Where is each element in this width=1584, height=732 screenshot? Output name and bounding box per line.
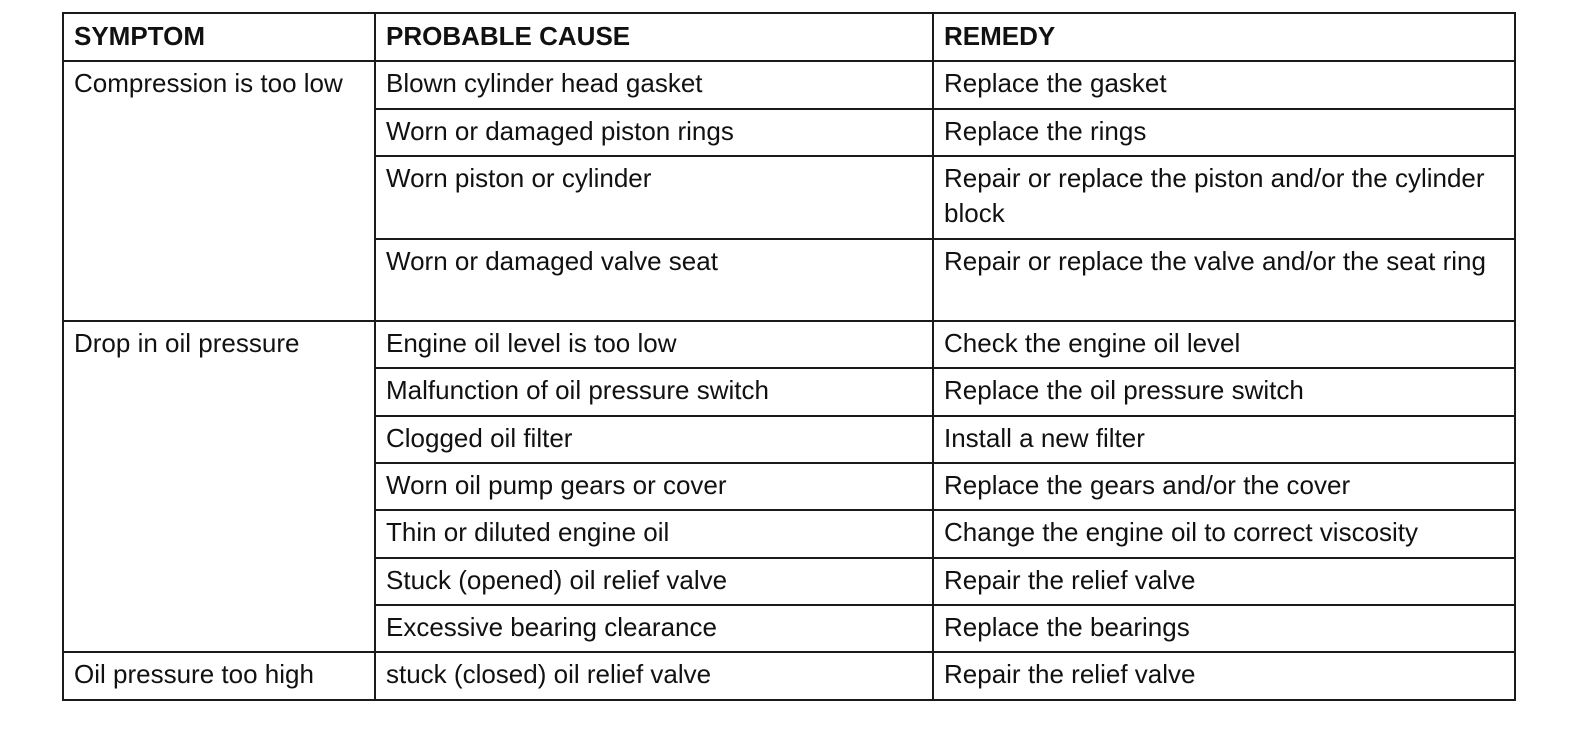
cause-cell: Worn or damaged valve seat [375, 239, 933, 321]
cause-cell: Clogged oil filter [375, 416, 933, 463]
symptom-cell: Drop in oil pressure [63, 321, 375, 653]
header-remedy: REMEDY [933, 13, 1515, 61]
cause-cell: Thin or diluted engine oil [375, 510, 933, 557]
remedy-cell: Check the engine oil level [933, 321, 1515, 368]
header-probable-cause: PROBABLE CAUSE [375, 13, 933, 61]
remedy-cell: Install a new filter [933, 416, 1515, 463]
table-row [63, 652, 1515, 699]
remedy-cell: Repair the relief valve [933, 558, 1515, 605]
cause-cell: Worn oil pump gears or cover [375, 463, 933, 510]
remedy-cell: Change the engine oil to correct viscosity [933, 510, 1515, 557]
cause-cell: Engine oil level is too low [375, 321, 933, 368]
symptom-cell: Oil pressure too high [63, 652, 375, 699]
table-row [63, 321, 1515, 368]
remedy-cell: Replace the bearings [933, 605, 1515, 652]
cause-cell: Worn piston or cylinder [375, 156, 933, 239]
symptom-cell: Compression is too low [63, 61, 375, 320]
troubleshooting-table [62, 12, 1516, 701]
remedy-cell: Repair the relief valve [933, 652, 1515, 699]
remedy-cell: Replace the rings [933, 109, 1515, 156]
cause-cell: stuck (closed) oil relief valve [375, 652, 933, 699]
header-row [63, 13, 1515, 61]
remedy-cell: Replace the gasket [933, 61, 1515, 108]
cause-cell: Worn or damaged piston rings [375, 109, 933, 156]
remedy-cell: Repair or replace the valve and/or the seat ring [933, 239, 1515, 321]
remedy-cell: Replace the oil pressure switch [933, 368, 1515, 415]
cause-cell: Excessive bearing clearance [375, 605, 933, 652]
remedy-cell: Replace the gears and/or the cover [933, 463, 1515, 510]
header-symptom: SYMPTOM [63, 13, 375, 61]
cause-cell: Malfunction of oil pressure switch [375, 368, 933, 415]
cause-cell: Stuck (opened) oil relief valve [375, 558, 933, 605]
cause-cell: Blown cylinder head gasket [375, 61, 933, 108]
table-row [63, 61, 1515, 108]
remedy-cell: Repair or replace the piston and/or the cylinder block [933, 156, 1515, 239]
